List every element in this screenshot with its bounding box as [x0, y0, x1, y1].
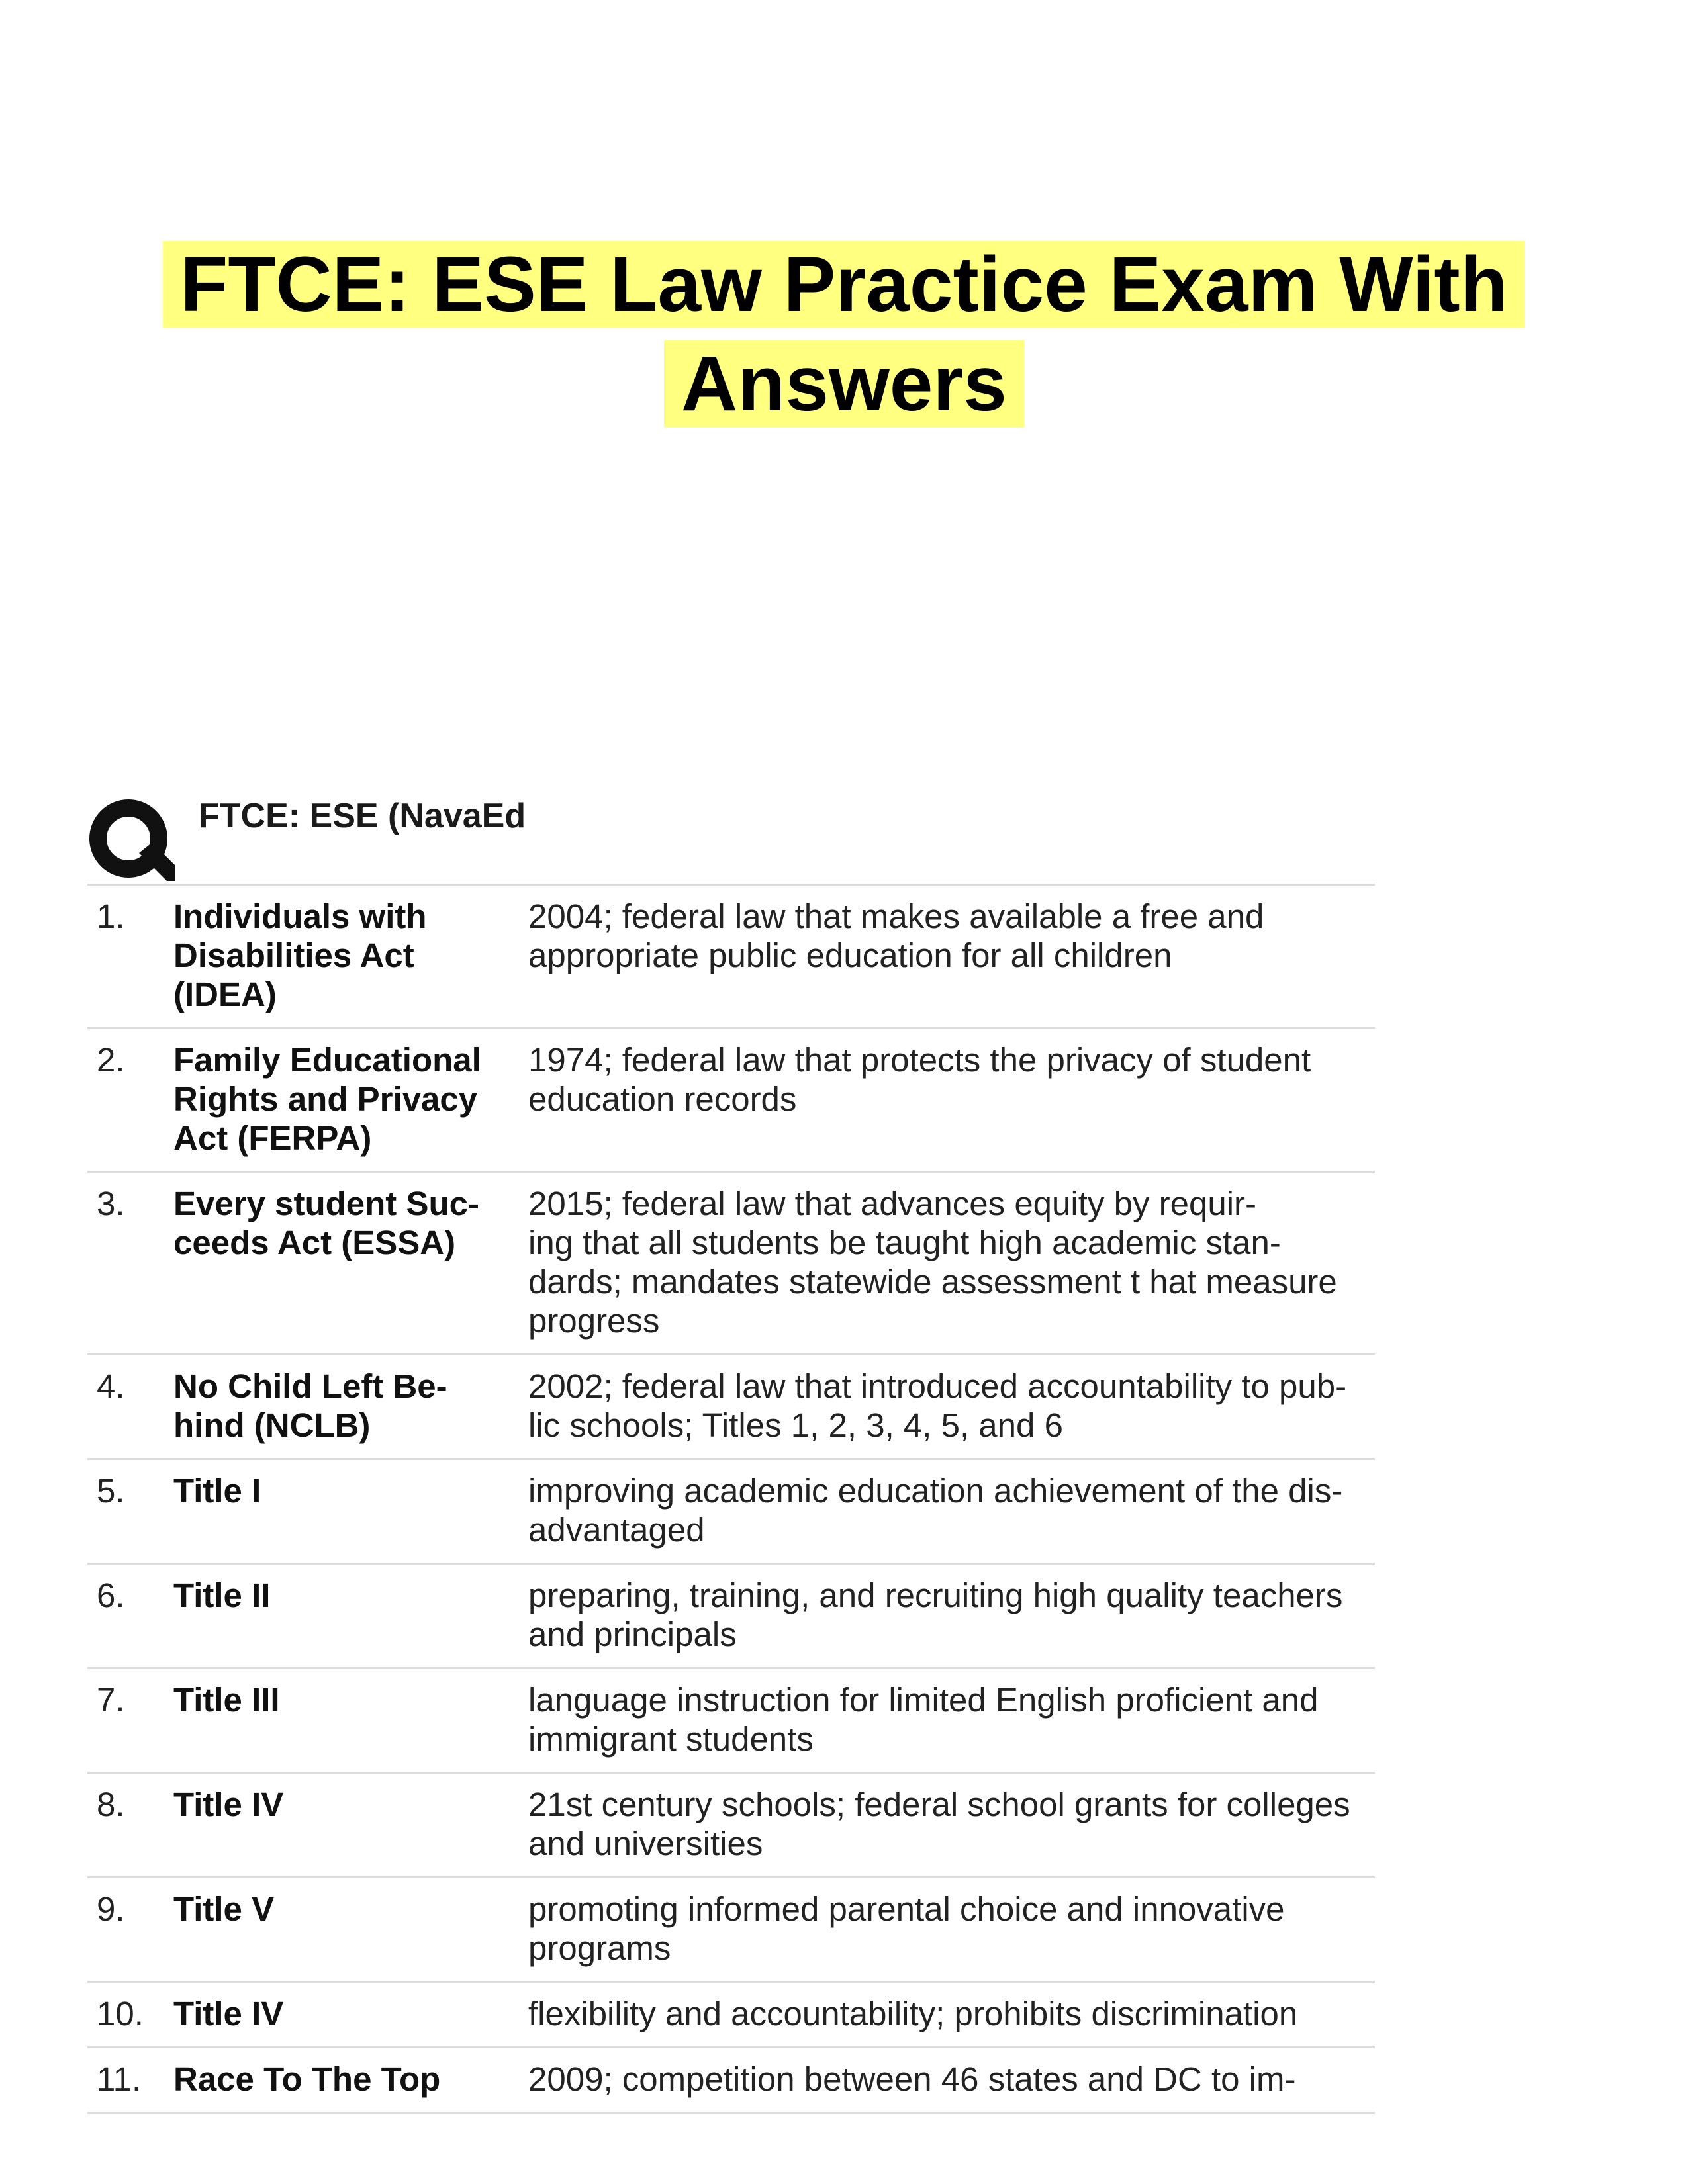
- flashcard-row: [87, 885, 1375, 1028]
- card-definition-line: preparing, training, and recruiting high quality teachers: [528, 1576, 1343, 1614]
- card-definition-line: flexibility and accountability; prohibits discrimination: [528, 1995, 1298, 2032]
- card-term-line: (IDEA): [173, 976, 277, 1013]
- card-term-line: Family Educational: [173, 1041, 481, 1079]
- card-definition-line: 2002; federal law that introduced accountability to pub-: [528, 1367, 1347, 1405]
- flashcard-row: [87, 1355, 1375, 1459]
- card-definition-line: education records: [528, 1080, 797, 1118]
- card-term-line: No Child Left Be-: [173, 1367, 447, 1405]
- card-definition-line: advantaged: [528, 1511, 705, 1549]
- card-term-line: Title IV: [173, 1995, 284, 2032]
- card-definition-line: 2015; federal law that advances equity by requir-: [528, 1185, 1256, 1222]
- card-term-line: Disabilities Act: [173, 936, 414, 974]
- card-term-line: Title II: [173, 1576, 271, 1614]
- card-number: 7.: [87, 1668, 173, 1773]
- card-definition: [528, 1982, 1375, 2048]
- flashcard-row: [87, 2048, 1375, 2113]
- flashcard-deck: [87, 791, 1375, 2114]
- deck-header: [87, 791, 1375, 884]
- card-term: [173, 1028, 528, 1172]
- card-definition: [528, 1564, 1375, 1668]
- flashcard-row: [87, 1028, 1375, 1172]
- card-number: 5.: [87, 1459, 173, 1564]
- card-definition: [528, 2048, 1375, 2113]
- card-number: 4.: [87, 1355, 173, 1459]
- flashcard-row: [87, 1459, 1375, 1564]
- deck-title: FTCE: ESE (NavaEd: [199, 797, 526, 835]
- card-term: [173, 1668, 528, 1773]
- card-term: [173, 1355, 528, 1459]
- card-definition: [528, 1668, 1375, 1773]
- card-definition: [528, 1028, 1375, 1172]
- card-number: 3.: [87, 1172, 173, 1355]
- card-definition: [528, 1773, 1375, 1878]
- card-number: 1.: [87, 885, 173, 1028]
- card-term: [173, 1459, 528, 1564]
- card-definition-line: programs: [528, 1929, 671, 1967]
- flashcard-table: [87, 884, 1375, 2114]
- card-term-line: Title V: [173, 1890, 275, 1928]
- flashcard-row: [87, 1564, 1375, 1668]
- card-definition-line: appropriate public education for all children: [528, 936, 1172, 974]
- card-number: 10.: [87, 1982, 173, 2048]
- card-term: [173, 1172, 528, 1355]
- card-definition-line: ing that all students be taught high academic stan-: [528, 1224, 1281, 1261]
- card-term-line: Title III: [173, 1681, 280, 1719]
- card-term-line: Act (FERPA): [173, 1119, 372, 1157]
- card-term-line: ceeds Act (ESSA): [173, 1224, 456, 1261]
- card-term: [173, 1878, 528, 1982]
- flashcard-row: [87, 1773, 1375, 1878]
- flashcard-row: [87, 1172, 1375, 1355]
- card-term-line: Title IV: [173, 1786, 284, 1823]
- card-definition: [528, 1355, 1375, 1459]
- card-definition-line: promoting informed parental choice and innovative: [528, 1890, 1285, 1928]
- page-title: [0, 235, 1688, 433]
- card-definition-line: 1974; federal law that protects the privacy of student: [528, 1041, 1311, 1079]
- card-term: [173, 1773, 528, 1878]
- card-term-line: Rights and Privacy: [173, 1080, 478, 1118]
- card-term-line: Every student Suc-: [173, 1185, 479, 1222]
- flashcard-row: [87, 1668, 1375, 1773]
- card-number: 2.: [87, 1028, 173, 1172]
- card-definition-line: 2004; federal law that makes available a free and: [528, 897, 1264, 935]
- card-definition-line: 21st century schools; federal school grants for colleges: [528, 1786, 1350, 1823]
- card-term: [173, 2048, 528, 2113]
- card-term-line: Title I: [173, 1472, 261, 1510]
- flashcard-row: [87, 1878, 1375, 1982]
- card-definition-line: improving academic education achievement of the dis-: [528, 1472, 1343, 1510]
- card-definition-line: and principals: [528, 1615, 737, 1653]
- card-number: 8.: [87, 1773, 173, 1878]
- card-definition-line: language instruction for limited English proficient and: [528, 1681, 1319, 1719]
- card-term-line: Race To The Top: [173, 2060, 441, 2098]
- card-definition: [528, 1172, 1375, 1355]
- card-term: [173, 1564, 528, 1668]
- page-title-line-1: FTCE: ESE Law Practice Exam With: [163, 241, 1524, 328]
- card-definition-line: and universities: [528, 1825, 763, 1862]
- page-title-line-2: Answers: [664, 340, 1024, 428]
- card-definition: [528, 885, 1375, 1028]
- card-term-line: hind (NCLB): [173, 1406, 371, 1444]
- card-number: 6.: [87, 1564, 173, 1668]
- card-term: [173, 1982, 528, 2048]
- card-number: 11.: [87, 2048, 173, 2113]
- card-definition: [528, 1878, 1375, 1982]
- card-definition: [528, 1459, 1375, 1564]
- card-definition-line: lic schools; Titles 1, 2, 3, 4, 5, and 6: [528, 1406, 1063, 1444]
- flashcard-row: [87, 1982, 1375, 2048]
- card-definition-line: progress: [528, 1302, 660, 1340]
- quizlet-q-logo-icon: [87, 796, 175, 884]
- card-definition-line: 2009; competition between 46 states and DC to im-: [528, 2060, 1296, 2098]
- card-definition-line: immigrant students: [528, 1720, 814, 1758]
- card-number: 9.: [87, 1878, 173, 1982]
- flashcard-rows: [87, 885, 1375, 2113]
- card-term-line: Individuals with: [173, 897, 427, 935]
- card-term: [173, 885, 528, 1028]
- card-definition-line: dards; mandates statewide assessment t hat measure: [528, 1263, 1337, 1300]
